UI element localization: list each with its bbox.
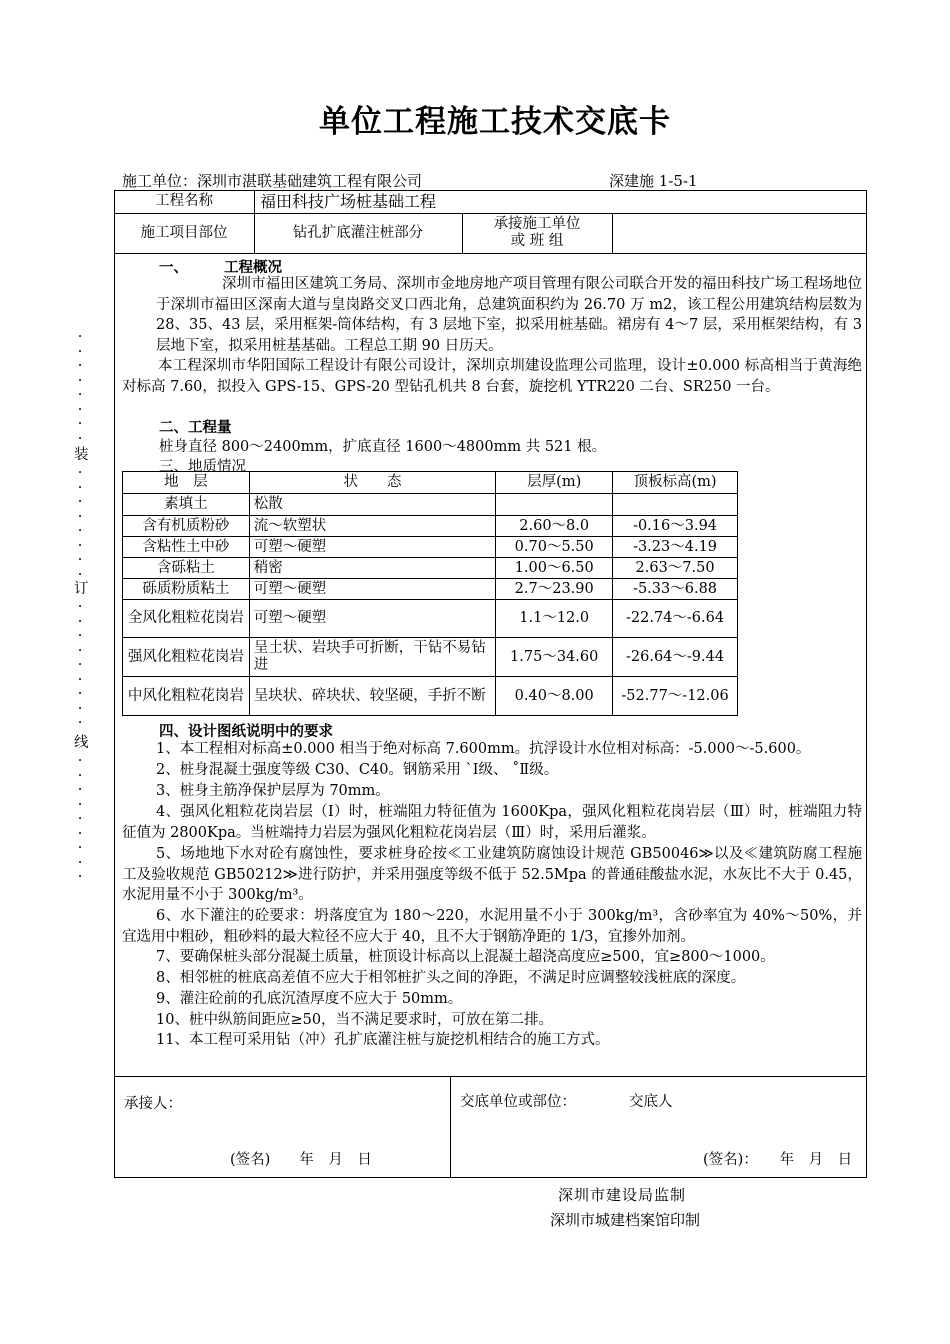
- requirement-item: 7、要确保桩头部分混凝土质量，桩顶设计标高以上混凝土超浇高度应≥500，宜≥800～1000。: [156, 949, 775, 965]
- table-row: [123, 638, 738, 677]
- column-header: 状 态: [249, 472, 496, 494]
- table-cell: -0.16～3.94: [613, 516, 738, 537]
- table-cell: 0.70～5.50: [496, 537, 613, 558]
- receiver-unit-label: [462, 213, 612, 253]
- binding-mark-zhuang: 装: [74, 447, 89, 463]
- project-name-label: 工程名称: [155, 193, 213, 209]
- table-row: [123, 579, 738, 600]
- table-cell: 可塑～硬塑: [249, 579, 496, 600]
- requirement-item: 9、灌注砼前的孔底沉渣厚度不应大于 50mm。: [156, 991, 463, 1007]
- project-part-label: 施工项目部位: [140, 224, 228, 241]
- requirement-item: 10、桩中纵筋间距应≥50，当不满足要求时，可放在第二排。: [156, 1012, 554, 1028]
- binding-dots-4: · · · · · · · · ·: [77, 754, 83, 884]
- binding-dots-1: · · · · · · · ·: [77, 330, 83, 447]
- section2-heading: 二、工程量: [159, 420, 232, 436]
- table-cell: 全风化粗粒花岗岩: [123, 600, 250, 638]
- section1-number: 一、: [159, 260, 188, 276]
- table-cell: 0.40～8.00: [496, 677, 613, 716]
- column-header: 层厚(m): [496, 472, 613, 494]
- construction-unit: 施工单位：深圳市湛联基础建筑工程有限公司: [122, 172, 423, 190]
- table-cell: 松散: [249, 494, 496, 516]
- table-row: [123, 600, 738, 638]
- table-cell: -26.64～-9.44: [613, 638, 738, 677]
- requirement-item: 5、场地地下水对砼有腐蚀性，要求桩身砼按≪工业建筑防腐蚀设计规范 GB50046≫以及≪建筑防腐工程施工及验收规范 GB50212≫进行防护，并采用强度等级不低于 52.5Mpa 的普通硅酸盐水泥，水灰比不大于 0.45，水泥用量不小于 300kg/m³。: [122, 846, 862, 903]
- table-cell: 含砾粘土: [123, 558, 250, 579]
- table-cell: [496, 494, 613, 516]
- section1-paragraph-2: 本工程深圳市华阳国际工程设计有限公司设计，深圳京圳建设监理公司监理，设计±0.000 标高相当于黄海绝对标高 7.60，拟投入 GPS-15、GPS-20 型钻孔机共 8 台套，旋挖机 YTR220 二台、SR250 一台。: [122, 358, 862, 395]
- requirement-item: 8、相邻桩的桩底高差值不应大于相邻桩扩头之间的净距，不满足时应调整较浅桩底的深度。: [156, 970, 746, 986]
- requirement-item: 6、水下灌注的砼要求：坍落度宜为 180～220，水泥用量不小于 300kg/m³，含砂率宜为 40%～50%，并宜选用中粗砂，粗砂料的最大粒径不应大于 40，且不大于钢筋净距的 1/3，宜掺外加剂。: [122, 908, 862, 945]
- table-cell: 含粘性土中砂: [123, 537, 250, 558]
- table-cell: [613, 494, 738, 516]
- requirement-item: 2、桩身混凝土强度等级 C30、C40。钢筋采用 `Ⅰ级、 ˚Ⅱ级。: [156, 762, 559, 778]
- issuer-label: 交底人: [629, 1094, 673, 1110]
- table-cell: 呈块状、碎块状、较坚硬，手折不断: [249, 677, 496, 716]
- table-cell: -52.77～-12.06: [613, 677, 738, 716]
- divider: [612, 213, 613, 253]
- table-cell: 含有机质粉砂: [123, 516, 250, 537]
- section2-text: 桩身直径 800～2400mm，扩底直径 1600～4800mm 共 521 根。: [159, 439, 607, 455]
- table-cell: 流～软塑状: [249, 516, 496, 537]
- binding-dots-3: · · · · · · · · ·: [77, 600, 83, 731]
- table-row: [123, 516, 738, 537]
- footer-printer: 深圳市城建档案馆印制: [550, 1211, 701, 1229]
- table-cell: 砾质粉质粘土: [123, 579, 250, 600]
- receiver-signature-date: (签名) 年 月 日: [230, 1152, 372, 1168]
- binding-mark-xian: 线: [74, 735, 89, 751]
- table-cell: -5.33～6.88: [613, 579, 738, 600]
- section3-heading: 三、地质情况: [159, 459, 246, 475]
- requirement-item: 3、桩身主筋净保护层厚为 70mm。: [156, 783, 390, 799]
- requirement-item: 11、本工程可采用钻（冲）孔扩底灌注桩与旋挖机相结合的施工方式。: [156, 1032, 610, 1048]
- receiver-label: 承接人：: [124, 1096, 182, 1112]
- binding-dots-2: · · · · · · · ·: [77, 466, 83, 581]
- geology-table: [122, 471, 738, 716]
- table-cell: 稍密: [249, 558, 496, 579]
- table-cell: 可塑～硬塑: [249, 600, 496, 638]
- column-header: 地 层: [123, 472, 250, 494]
- table-cell: 2.60～8.0: [496, 516, 613, 537]
- project-name-value: 福田科技广场桩基础工程: [260, 192, 437, 211]
- table-row: [123, 494, 738, 516]
- table-cell: 1.00～6.50: [496, 558, 613, 579]
- table-cell: 2.7～23.90: [496, 579, 613, 600]
- receiver-unit-label-line2: 或 班 组: [510, 233, 564, 249]
- table-cell: 呈土状、岩块手可折断，干钻不易钻进: [249, 638, 496, 677]
- document-title: 单位工程施工技术交底卡: [319, 104, 671, 140]
- divider: [114, 1076, 867, 1077]
- receiver-unit-label-line1: 承接施工单位: [493, 216, 581, 232]
- table-row: [123, 558, 738, 579]
- section1-heading: 工程概况: [224, 260, 282, 276]
- project-part-value: 钻孔扩底灌注桩部分: [292, 224, 424, 241]
- table-row: [123, 537, 738, 558]
- table-cell: 1.75～34.60: [496, 638, 613, 677]
- table-cell: -22.74～-6.64: [613, 600, 738, 638]
- table-cell: 1.1～12.0: [496, 600, 613, 638]
- table-cell: 中风化粗粒花岗岩: [123, 677, 250, 716]
- table-row: [123, 677, 738, 716]
- section1-paragraph-1: 深圳市福田区建筑工务局、深圳市金地房地产项目管理有限公司联合开发的福田科技广场工程场地位于深圳市福田区深南大道与皇岗路交叉口西北角，总建筑面积约为 26.70 万 m2，该工程公用建筑结构层数为 28、35、43 层，采用框架-筒体结构，有 3 层地下室，拟采用桩基础。裙房有 4～7 层，采用框架结构，有 3 层地下室，拟采用桩基基础。工程总工期 90 日历天。: [156, 276, 862, 354]
- table-cell: -3.23～4.19: [613, 537, 738, 558]
- requirement-item: 1、本工程相对标高±0.000 相当于绝对标高 7.600mm。抗浮设计水位相对标高：-5.000～-5.600。: [156, 741, 811, 757]
- divider: [450, 1076, 451, 1178]
- footer-supervisor: 深圳市建设局监制: [558, 1186, 687, 1204]
- table-cell: 素填土: [123, 494, 250, 516]
- table-cell: 强风化粗粒花岗岩: [123, 638, 250, 677]
- issuer-unit-label: 交底单位或部位：: [460, 1094, 576, 1110]
- requirement-item: 4、强风化粗粒花岗岩层（Ⅰ）时，桩端阻力特征值为 1600Kpa，强风化粗粒花岗岩层（Ⅲ）时，桩端阻力特征值为 2800Kpa。当桩端持力岩层为强风化粗粒花岗岩层（Ⅲ）时，采用后灌浆。: [122, 804, 862, 841]
- binding-mark-ding: 订: [74, 581, 89, 597]
- section4-heading: 四、设计图纸说明中的要求: [159, 724, 333, 740]
- table-cell: 可塑～硬塑: [249, 537, 496, 558]
- form-code: 深建施 1-5-1: [609, 172, 698, 190]
- table-header-row: [123, 472, 738, 494]
- issuer-signature-date: (签名)： 年 月 日: [703, 1152, 853, 1168]
- table-cell: 2.63～7.50: [613, 558, 738, 579]
- divider: [114, 253, 867, 254]
- column-header: 顶板标高(m): [613, 472, 738, 494]
